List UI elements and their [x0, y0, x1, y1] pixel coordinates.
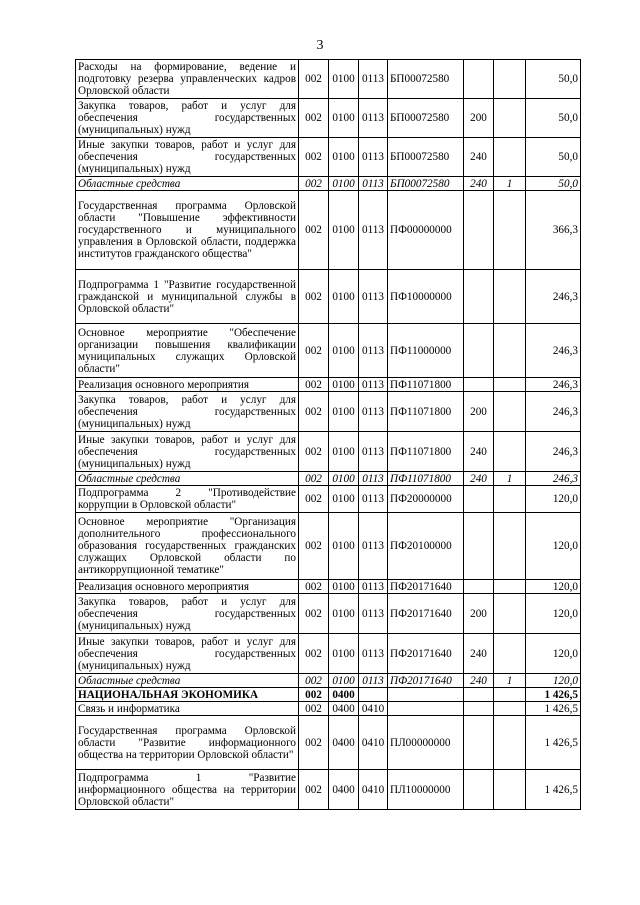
amount-cell: 1 426,5: [526, 688, 581, 702]
code-expense-type-cell: 240: [464, 432, 494, 472]
code-subsection-cell: 0410: [359, 702, 388, 716]
code-funding-source-cell: [494, 138, 526, 177]
code-section-cell: 0400: [329, 688, 359, 702]
amount-cell: 1 426,5: [526, 702, 581, 716]
code-section-cell: 0100: [329, 594, 359, 634]
row-name-cell: Иные закупки товаров, работ и услуг для обеспечения государственных (муниципальных) нужд: [76, 432, 299, 472]
code-funding-source-cell: [494, 513, 526, 580]
row-name-cell: Основное мероприятие "Обеспечение организации повышения квалификации муниципальных служащих Орловской области": [76, 324, 299, 378]
code-ministry-cell: 002: [299, 472, 329, 486]
code-expense-type-cell: [464, 324, 494, 378]
code-subsection-cell: 0113: [359, 138, 388, 177]
code-target-article-cell: ПЛ00000000: [388, 716, 464, 770]
code-target-article-cell: ПФ20171640: [388, 634, 464, 674]
amount-cell: 120,0: [526, 513, 581, 580]
amount-cell: 366,3: [526, 191, 581, 270]
row-name-cell: Государственная программа Орловской области "Развитие информационного общества на территории Орловской области": [76, 716, 299, 770]
code-funding-source-cell: [494, 378, 526, 392]
code-funding-source-cell: [494, 634, 526, 674]
code-ministry-cell: 002: [299, 324, 329, 378]
code-funding-source-cell: 1: [494, 472, 526, 486]
code-ministry-cell: 002: [299, 688, 329, 702]
amount-cell: 120,0: [526, 594, 581, 634]
code-ministry-cell: 002: [299, 138, 329, 177]
table-row: [76, 378, 581, 392]
code-expense-type-cell: 200: [464, 594, 494, 634]
code-subsection-cell: 0113: [359, 674, 388, 688]
code-target-article-cell: БП00072580: [388, 138, 464, 177]
amount-cell: 246,3: [526, 432, 581, 472]
table-row: [76, 702, 581, 716]
code-target-article-cell: ПФ10000000: [388, 270, 464, 324]
code-section-cell: 0100: [329, 674, 359, 688]
code-ministry-cell: 002: [299, 270, 329, 324]
row-name-cell: Иные закупки товаров, работ и услуг для обеспечения государственных (муниципальных) нужд: [76, 634, 299, 674]
row-name-cell: Иные закупки товаров, работ и услуг для обеспечения государственных (муниципальных) нужд: [76, 138, 299, 177]
code-target-article-cell: ПФ11071800: [388, 392, 464, 432]
amount-cell: 50,0: [526, 60, 581, 99]
code-ministry-cell: 002: [299, 432, 329, 472]
code-target-article-cell: ПФ20171640: [388, 594, 464, 634]
code-target-article-cell: ПФ11000000: [388, 324, 464, 378]
code-expense-type-cell: [464, 191, 494, 270]
code-target-article-cell: ПФ11071800: [388, 472, 464, 486]
code-ministry-cell: 002: [299, 378, 329, 392]
code-target-article-cell: ПЛ10000000: [388, 770, 464, 810]
row-name-cell: Подпрограмма 2 "Противодействие коррупции в Орловской области": [76, 486, 299, 513]
code-target-article-cell: ПФ20000000: [388, 486, 464, 513]
amount-cell: 120,0: [526, 580, 581, 594]
code-section-cell: 0100: [329, 138, 359, 177]
code-funding-source-cell: [494, 392, 526, 432]
code-ministry-cell: 002: [299, 716, 329, 770]
code-ministry-cell: 002: [299, 702, 329, 716]
amount-cell: 120,0: [526, 674, 581, 688]
code-subsection-cell: 0113: [359, 513, 388, 580]
row-name-cell: Областные средства: [76, 177, 299, 191]
amount-cell: 50,0: [526, 99, 581, 138]
code-subsection-cell: 0113: [359, 378, 388, 392]
code-expense-type-cell: [464, 60, 494, 99]
code-ministry-cell: 002: [299, 634, 329, 674]
code-subsection-cell: 0113: [359, 177, 388, 191]
code-subsection-cell: 0113: [359, 60, 388, 99]
code-funding-source-cell: [494, 770, 526, 810]
row-name-cell: Расходы на формирование, ведение и подготовку резерва управленческих кадров Орловской области: [76, 60, 299, 99]
code-ministry-cell: 002: [299, 191, 329, 270]
code-expense-type-cell: [464, 716, 494, 770]
code-subsection-cell: 0113: [359, 270, 388, 324]
code-section-cell: 0100: [329, 432, 359, 472]
code-section-cell: 0100: [329, 378, 359, 392]
table-row: [76, 594, 581, 634]
table-row: [76, 513, 581, 580]
row-name-cell: Основное мероприятие "Организация дополнительного профессионального образования государственных гражданских служащих Орловской области по антикоррупционной тематике": [76, 513, 299, 580]
row-name-cell: Связь и информатика: [76, 702, 299, 716]
amount-cell: 50,0: [526, 138, 581, 177]
table-row: [76, 472, 581, 486]
code-expense-type-cell: 240: [464, 138, 494, 177]
code-subsection-cell: 0113: [359, 432, 388, 472]
code-subsection-cell: 0113: [359, 486, 388, 513]
code-section-cell: 0100: [329, 324, 359, 378]
code-ministry-cell: 002: [299, 99, 329, 138]
amount-cell: 1 426,5: [526, 770, 581, 810]
code-funding-source-cell: [494, 688, 526, 702]
code-target-article-cell: ПФ11071800: [388, 432, 464, 472]
code-funding-source-cell: [494, 324, 526, 378]
code-funding-source-cell: 1: [494, 177, 526, 191]
code-funding-source-cell: [494, 702, 526, 716]
code-target-article-cell: [388, 702, 464, 716]
code-ministry-cell: 002: [299, 770, 329, 810]
code-ministry-cell: 002: [299, 594, 329, 634]
table-row: [76, 688, 581, 702]
code-target-article-cell: БП00072580: [388, 99, 464, 138]
amount-cell: 246,3: [526, 378, 581, 392]
amount-cell: 50,0: [526, 177, 581, 191]
row-name-cell: Закупка товаров, работ и услуг для обеспечения государственных (муниципальных) нужд: [76, 392, 299, 432]
code-section-cell: 0100: [329, 392, 359, 432]
table-row: [76, 486, 581, 513]
code-subsection-cell: 0113: [359, 594, 388, 634]
amount-cell: 120,0: [526, 486, 581, 513]
code-expense-type-cell: 200: [464, 392, 494, 432]
code-target-article-cell: ПФ11071800: [388, 378, 464, 392]
code-section-cell: 0100: [329, 60, 359, 99]
table-row: [76, 580, 581, 594]
code-subsection-cell: 0113: [359, 324, 388, 378]
row-name-cell: НАЦИОНАЛЬНАЯ ЭКОНОМИКА: [76, 688, 299, 702]
code-target-article-cell: [388, 688, 464, 702]
code-expense-type-cell: [464, 486, 494, 513]
row-name-cell: Закупка товаров, работ и услуг для обеспечения государственных (муниципальных) нужд: [76, 99, 299, 138]
code-section-cell: 0100: [329, 513, 359, 580]
amount-cell: 1 426,5: [526, 716, 581, 770]
code-expense-type-cell: 240: [464, 472, 494, 486]
table-row: [76, 191, 581, 270]
code-target-article-cell: БП00072580: [388, 177, 464, 191]
code-ministry-cell: 002: [299, 513, 329, 580]
code-section-cell: 0400: [329, 716, 359, 770]
code-subsection-cell: 0113: [359, 191, 388, 270]
code-ministry-cell: 002: [299, 60, 329, 99]
code-section-cell: 0100: [329, 580, 359, 594]
table-row: [76, 432, 581, 472]
code-funding-source-cell: [494, 486, 526, 513]
row-name-cell: Реализация основного мероприятия: [76, 580, 299, 594]
row-name-cell: Реализация основного мероприятия: [76, 378, 299, 392]
code-ministry-cell: 002: [299, 392, 329, 432]
row-name-cell: Закупка товаров, работ и услуг для обеспечения государственных (муниципальных) нужд: [76, 594, 299, 634]
code-funding-source-cell: [494, 594, 526, 634]
table-row: [76, 674, 581, 688]
code-subsection-cell: 0410: [359, 716, 388, 770]
code-expense-type-cell: [464, 270, 494, 324]
row-name-cell: Подпрограмма 1 "Развитие информационного общества на территории Орловской области": [76, 770, 299, 810]
page-number: 3: [316, 38, 324, 53]
code-section-cell: 0100: [329, 472, 359, 486]
code-ministry-cell: 002: [299, 177, 329, 191]
code-section-cell: 0100: [329, 177, 359, 191]
code-ministry-cell: 002: [299, 674, 329, 688]
code-ministry-cell: 002: [299, 486, 329, 513]
table-row: [76, 177, 581, 191]
code-funding-source-cell: [494, 716, 526, 770]
code-target-article-cell: ПФ20171640: [388, 580, 464, 594]
code-expense-type-cell: 240: [464, 177, 494, 191]
code-subsection-cell: [359, 688, 388, 702]
amount-cell: 246,3: [526, 270, 581, 324]
row-name-cell: Подпрограмма 1 "Развитие государственной гражданской и муниципальной службы в Орловской области": [76, 270, 299, 324]
row-name-cell: Областные средства: [76, 674, 299, 688]
code-target-article-cell: ПФ00000000: [388, 191, 464, 270]
code-funding-source-cell: [494, 60, 526, 99]
row-name-cell: Государственная программа Орловской области "Повышение эффективности государственного и муниципального управления в Орловской области, поддержка институтов гражданского общества": [76, 191, 299, 270]
table-row: [76, 138, 581, 177]
code-section-cell: 0100: [329, 99, 359, 138]
code-funding-source-cell: [494, 99, 526, 138]
code-funding-source-cell: [494, 270, 526, 324]
code-expense-type-cell: [464, 770, 494, 810]
code-expense-type-cell: [464, 513, 494, 580]
table-row: [76, 99, 581, 138]
table-row: [76, 270, 581, 324]
code-expense-type-cell: [464, 688, 494, 702]
amount-cell: 246,3: [526, 392, 581, 432]
code-subsection-cell: 0410: [359, 770, 388, 810]
table-row: [76, 392, 581, 432]
code-section-cell: 0100: [329, 270, 359, 324]
code-subsection-cell: 0113: [359, 472, 388, 486]
code-funding-source-cell: [494, 432, 526, 472]
code-funding-source-cell: [494, 191, 526, 270]
code-expense-type-cell: 240: [464, 674, 494, 688]
code-section-cell: 0100: [329, 634, 359, 674]
amount-cell: 246,3: [526, 472, 581, 486]
code-section-cell: 0100: [329, 486, 359, 513]
code-target-article-cell: БП00072580: [388, 60, 464, 99]
table-row: [76, 60, 581, 99]
table-row: [76, 770, 581, 810]
code-funding-source-cell: [494, 580, 526, 594]
code-subsection-cell: 0113: [359, 634, 388, 674]
code-expense-type-cell: 240: [464, 634, 494, 674]
row-name-cell: Областные средства: [76, 472, 299, 486]
code-expense-type-cell: [464, 702, 494, 716]
amount-cell: 120,0: [526, 634, 581, 674]
table-row: [76, 634, 581, 674]
code-target-article-cell: ПФ20171640: [388, 674, 464, 688]
code-subsection-cell: 0113: [359, 392, 388, 432]
code-section-cell: 0100: [329, 191, 359, 270]
code-ministry-cell: 002: [299, 580, 329, 594]
code-section-cell: 0400: [329, 770, 359, 810]
code-expense-type-cell: [464, 580, 494, 594]
amount-cell: 246,3: [526, 324, 581, 378]
table-row: [76, 716, 581, 770]
table-row: [76, 324, 581, 378]
code-subsection-cell: 0113: [359, 99, 388, 138]
table-body: [76, 60, 581, 810]
code-target-article-cell: ПФ20100000: [388, 513, 464, 580]
code-expense-type-cell: 200: [464, 99, 494, 138]
code-funding-source-cell: 1: [494, 674, 526, 688]
code-section-cell: 0400: [329, 702, 359, 716]
code-expense-type-cell: [464, 378, 494, 392]
code-subsection-cell: 0113: [359, 580, 388, 594]
budget-table: [75, 59, 581, 810]
